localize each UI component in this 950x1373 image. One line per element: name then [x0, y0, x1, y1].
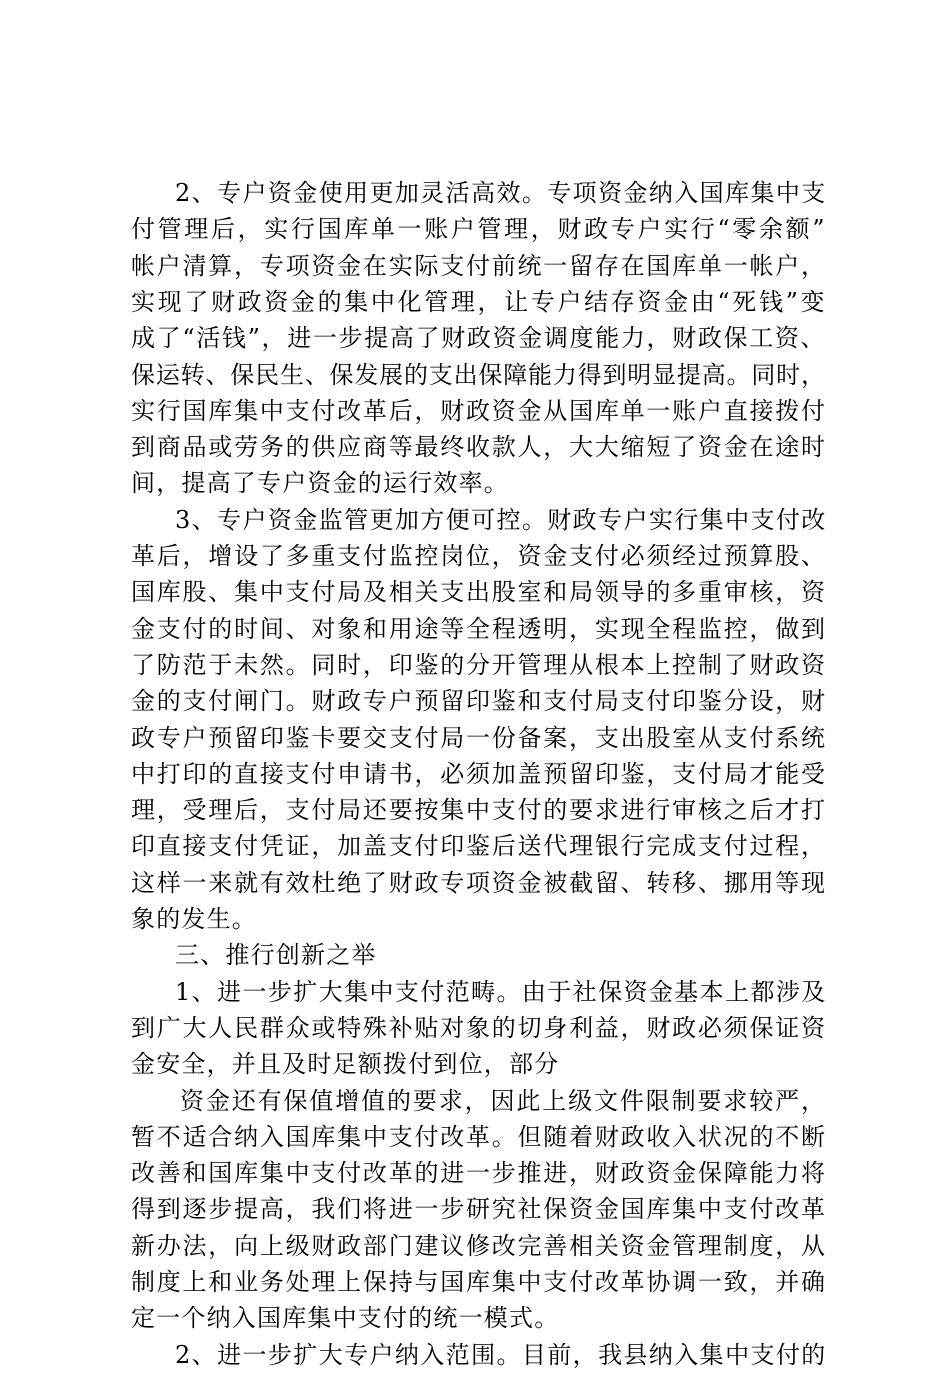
text-line: 得到逐步提高，我们将进一步研究社保资金国库集中支付改革 — [131, 1195, 827, 1223]
text-line: 象的发生。 — [131, 905, 257, 933]
text-line: 了防范于未然。同时，印鉴的分开管理从根本上控制了财政资 — [131, 651, 827, 679]
text-line: 成了“活钱”，进一步提高了财政资金调度能力，财政保工资、 — [131, 324, 827, 352]
text-line: 金支付的时间、对象和用途等全程透明，实现全程监控，做到 — [131, 615, 827, 643]
text-line: 2、专户资金使用更加灵活高效。专项资金纳入国库集中支 — [175, 179, 827, 207]
text-line: 实行国库集中支付改革后，财政资金从国库单一账户直接拨付 — [131, 397, 827, 425]
text-line: 资金还有保值增值的要求，因此上级文件限制要求较严， — [180, 1087, 827, 1115]
text-line: 定一个纳入国库集中支付的统一模式。 — [131, 1304, 560, 1332]
text-line: 到商品或劳务的供应商等最终收款人，大大缩短了资金在途时 — [131, 433, 827, 461]
text-line: 3、专户资金监管更加方便可控。财政专户实行集中支付改 — [175, 506, 827, 534]
text-line: 国库股、集中支付局及相关支出股室和局领导的多重审核，资 — [131, 578, 827, 606]
text-line: 金的支付闸门。财政专户预留印鉴和支付局支付印鉴分设，财 — [131, 687, 827, 715]
text-line: 革后，增设了多重支付监控岗位，资金支付必须经过预算股、 — [131, 542, 827, 570]
section-heading: 三、推行创新之举 — [175, 941, 377, 969]
text-line: 制度上和业务处理上保持与国库集中支付改革协调一致，并确 — [131, 1268, 827, 1296]
text-line: 政专户预留印鉴卡要交支付局一份备案，支出股室从支付系统 — [131, 724, 827, 752]
text-line: 金安全，并且及时足额拨付到位，部分 — [131, 1050, 560, 1078]
text-line: 暂不适合纳入国库集中支付改革。但随着财政收入状况的不断 — [131, 1123, 827, 1151]
text-line: 1、进一步扩大集中支付范畴。由于社保资金基本上都涉及 — [175, 978, 827, 1006]
text-line: 2、进一步扩大专户纳入范围。目前，我县纳入集中支付的 — [175, 1341, 827, 1369]
text-line: 改善和国库集中支付改革的进一步推进，财政资金保障能力将 — [131, 1159, 827, 1187]
text-line: 印直接支付凭证，加盖支付印鉴后送代理银行完成支付过程， — [131, 832, 827, 860]
text-line: 到广大人民群众或特殊补贴对象的切身利益，财政必须保证资 — [131, 1014, 827, 1042]
text-line: 中打印的直接支付申请书，必须加盖预留印鉴，支付局才能受 — [131, 760, 827, 788]
text-line: 实现了财政资金的集中化管理，让专户结存资金由“死钱”变 — [131, 288, 828, 316]
text-line: 保运转、保民生、保发展的支出保障能力得到明显提高。同时， — [131, 361, 826, 389]
text-line: 理，受理后，支付局还要按集中支付的要求进行审核之后才打 — [131, 796, 827, 824]
text-line: 间，提高了专户资金的运行效率。 — [131, 469, 509, 497]
text-line: 这样一来就有效杜绝了财政专项资金被截留、转移、挪用等现 — [131, 869, 827, 897]
text-line: 帐户清算，专项资金在实际支付前统一留存在国库单一帐户， — [131, 252, 827, 280]
text-line: 新办法，向上级财政部门建议修改完善相关资金管理制度，从 — [131, 1232, 827, 1260]
text-line: 付管理后，实行国库单一账户管理，财政专户实行“零余额” — [131, 215, 828, 243]
